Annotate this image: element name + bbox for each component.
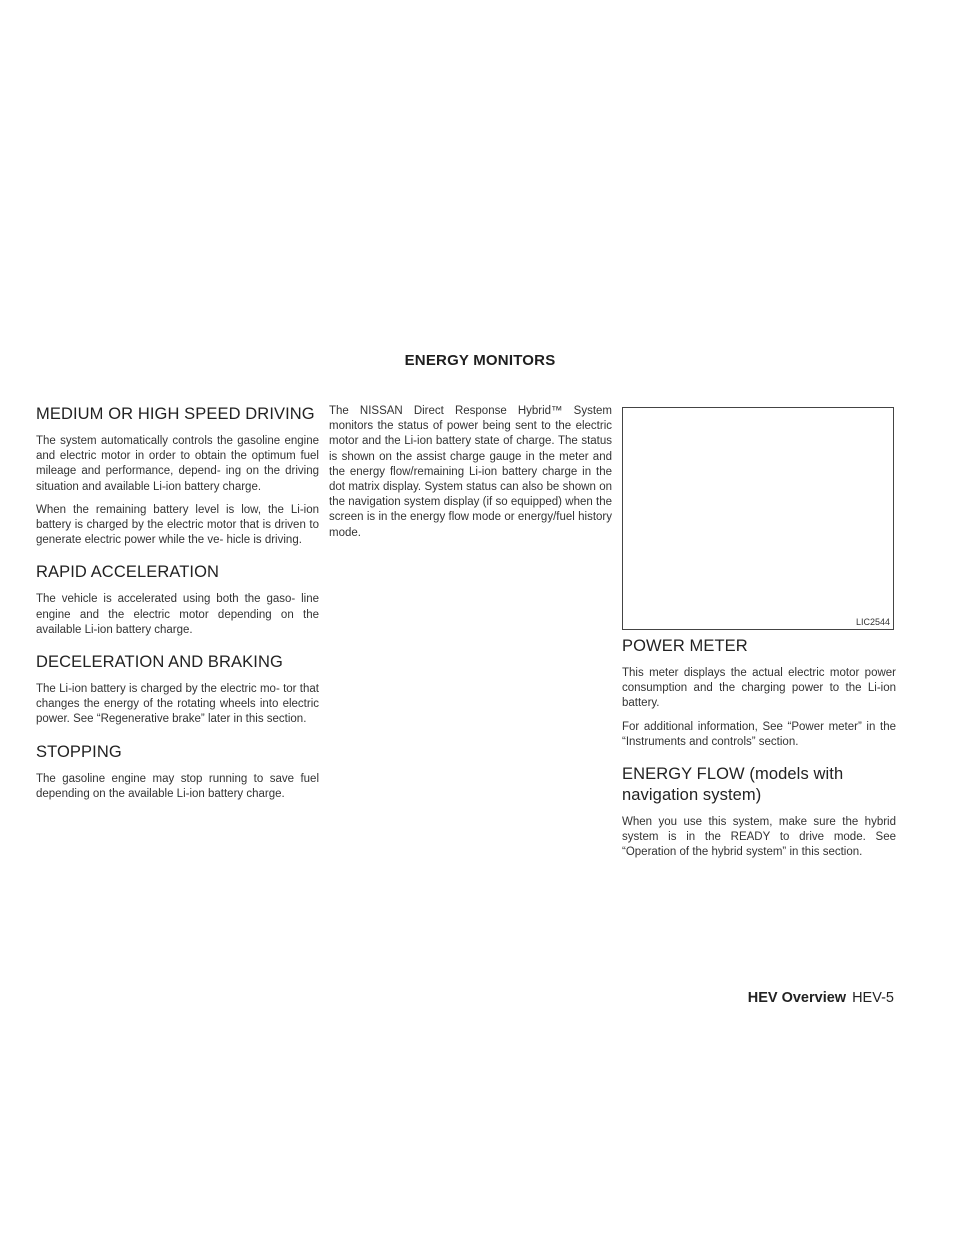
paragraph: When you use this system, make sure the hybrid system is in the READY to drive mode. See “Operation of the hybrid system” in this section. bbox=[622, 816, 896, 859]
column-3 bbox=[622, 636, 896, 869]
heading-energy-flow: ENERGY FLOW (models with navigation system) bbox=[622, 765, 844, 805]
figure-frame bbox=[622, 407, 894, 630]
paragraph: The NISSAN Direct Response Hybrid™ System monitors the status of power being sent to the electric motor and the Li-ion battery state of charge. The status is shown on the assist charge gauge in the meter and the energy flow/remaining Li-ion battery charge in the dot matrix display. System status can also be shown on the navigation system display (if so equipped) when the screen is in the energy flow mode or energy/fuel history mode. bbox=[329, 405, 612, 539]
heading-stopping: STOPPING bbox=[36, 742, 122, 761]
figure-label: LIC2544 bbox=[855, 617, 890, 627]
heading-deceleration-braking: DECELERATION AND BRAKING bbox=[36, 653, 283, 672]
heading-rapid-acceleration: RAPID ACCELERATION bbox=[36, 563, 220, 582]
paragraph: When the remaining battery level is low, the Li-ion battery is charged by the electric motor that is driven to generate electric power while the ve- hicle is driving. bbox=[36, 503, 319, 547]
paragraph: The Li-ion battery is charged by the electric mo- tor that changes the energy of the rotating wheels into electric power. See “Regenerative brake” later in this section. bbox=[36, 683, 319, 726]
paragraph: The gasoline engine may stop running to save fuel depending on the available Li-ion battery charge. bbox=[36, 772, 319, 800]
column-1 bbox=[36, 404, 319, 810]
section-title: ENERGY MONITORS bbox=[404, 352, 556, 369]
paragraph: The vehicle is accelerated using both the gaso- line engine and the electric motor depending on the available Li-ion battery charge. bbox=[36, 593, 319, 636]
page-footer bbox=[748, 990, 894, 1006]
paragraph: For additional information, See “Power meter” in the “Instruments and controls” section. bbox=[622, 720, 896, 748]
heading-power-meter: POWER METER bbox=[622, 637, 748, 655]
footer-section: HEV Overview bbox=[747, 990, 847, 1006]
paragraph: This meter displays the actual electric motor power consumption and the charging power to the Li-ion battery. bbox=[622, 667, 896, 710]
page-number: HEV-5 bbox=[852, 990, 894, 1006]
paragraph: The system automatically controls the gasoline engine and electric motor in order to obtain the optimum fuel mileage and performance, depend- ing on the driving situation and available Li-ion battery charge. bbox=[36, 435, 319, 493]
heading-medium-high-speed: MEDIUM OR HIGH SPEED DRIVING bbox=[36, 405, 315, 423]
column-2 bbox=[329, 404, 612, 549]
